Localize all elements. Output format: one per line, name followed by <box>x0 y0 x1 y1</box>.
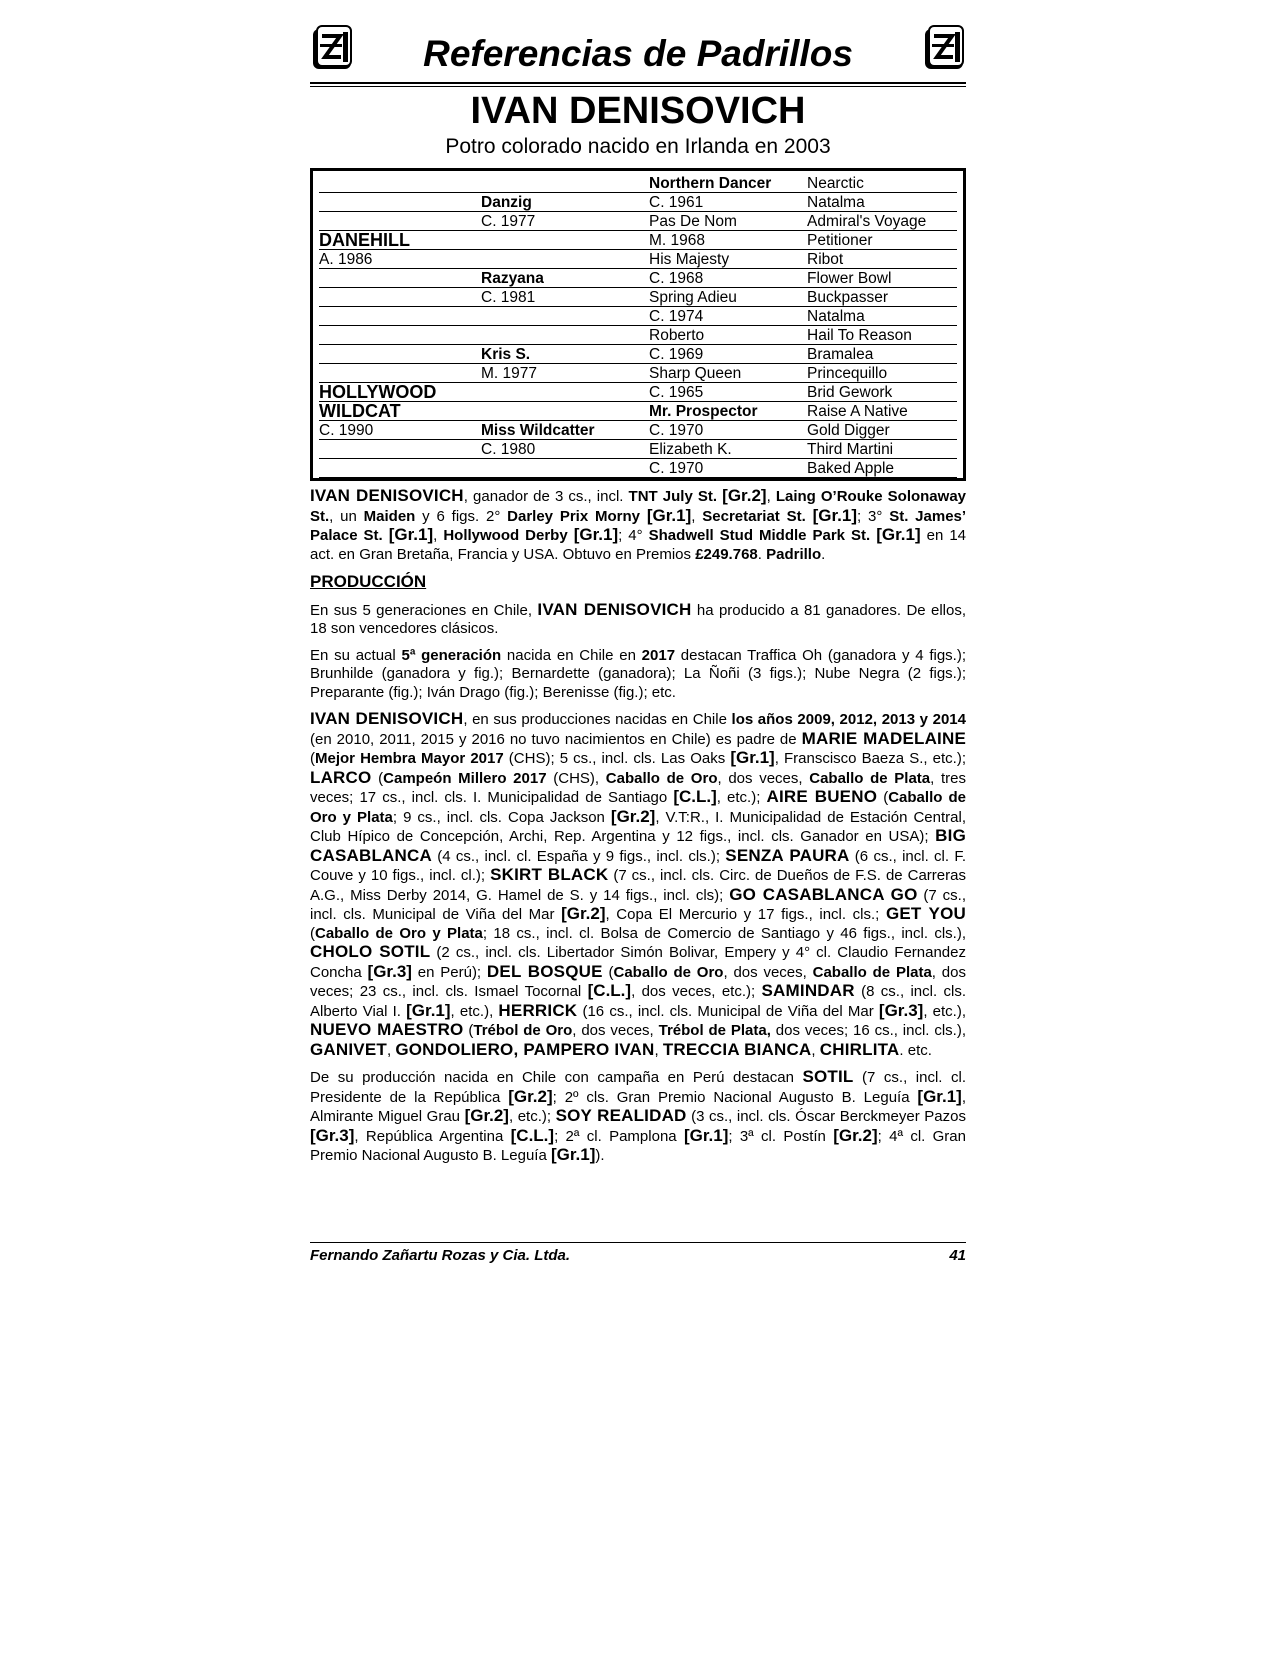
pedigree-cell: Admiral's Voyage <box>807 212 957 231</box>
pedigree-cell: Razyana <box>481 269 649 288</box>
pedigree-cell: C. 1969 <box>649 345 807 364</box>
pedigree-cell <box>319 345 481 364</box>
pedigree-cell: Ribot <box>807 250 957 269</box>
pedigree-cell: Mr. Prospector <box>649 402 807 421</box>
pedigree-cell <box>319 212 481 231</box>
pedigree-cell: Elizabeth K. <box>649 440 807 459</box>
zanartu-logo-icon <box>922 24 966 72</box>
pedigree-cell: Flower Bowl <box>807 269 957 288</box>
pedigree-cell: C. 1961 <box>649 193 807 212</box>
pedigree-row <box>319 440 957 459</box>
pedigree-cell: C. 1990 <box>319 421 481 440</box>
pedigree-row <box>319 421 957 440</box>
pedigree-cell <box>481 459 649 478</box>
section-title-produccion: PRODUCCIÓN <box>310 572 427 591</box>
pedigree-cell: Gold Digger <box>807 421 957 440</box>
pedigree-cell: Third Martini <box>807 440 957 459</box>
pedigree-cell: Pas De Nom <box>649 212 807 231</box>
pedigree-cell: Princequillo <box>807 364 957 383</box>
pedigree-row <box>319 402 957 421</box>
pedigree-cell: C. 1974 <box>649 307 807 326</box>
page-header <box>310 22 966 80</box>
pedigree-row <box>319 459 957 478</box>
pedigree-row <box>319 174 957 193</box>
pedigree-cell: C. 1980 <box>481 440 649 459</box>
pedigree-cell <box>319 193 481 212</box>
header-rule <box>310 82 966 87</box>
pedigree-cell: Bramalea <box>807 345 957 364</box>
pedigree-cell: Hail To Reason <box>807 326 957 345</box>
pedigree-cell: Nearctic <box>807 174 957 193</box>
pedigree-cell: C. 1981 <box>481 288 649 307</box>
peru-production-paragraph: De su producción nacida en Chile con campaña en Perú destacan SOTIL (7 cs., incl. cl. Presidente de la República [Gr.2]; 2º cls. Gran Premio Nacional Augusto B. Leguía [Gr.1], Almirante Miguel Grau [Gr.2], etc.); SOY REALIDAD (3 cs., incl. cls. Óscar Berckmeyer Pazos [Gr.3], República Argentina [C.L.]; 2ª cl. Pamplona [Gr.1]; 3ª cl. Postín [Gr.2]; 4ª cl. Gran Premio Nacional Augusto B. Leguía [Gr.1]). <box>310 1067 966 1164</box>
pedigree-cell: C. 1977 <box>481 212 649 231</box>
generations-paragraph: En sus 5 generaciones en Chile, IVAN DENISOVICH ha producido a 81 ganadores. De ellos, 18 son vencedores clásicos. <box>310 599 967 637</box>
pedigree-cell: Brid Gework <box>807 383 957 402</box>
pedigree-cell: HOLLYWOOD <box>319 383 481 402</box>
pedigree-cell: Kris S. <box>481 345 649 364</box>
pedigree-cell: Northern Dancer <box>649 174 807 193</box>
pedigree-cell: M. 1977 <box>481 364 649 383</box>
pedigree-cell: His Majesty <box>649 250 807 269</box>
pedigree-row <box>319 345 957 364</box>
pedigree-cell <box>481 231 649 250</box>
pedigree-cell: C. 1968 <box>649 269 807 288</box>
pedigree-cell <box>319 440 481 459</box>
pedigree-row <box>319 212 957 231</box>
pedigree-cell: Baked Apple <box>807 459 957 478</box>
pedigree-cell <box>481 250 649 269</box>
pedigree-row <box>319 231 957 250</box>
pedigree-cell <box>319 174 481 193</box>
pedigree-row <box>319 383 957 402</box>
pedigree-cell: Petitioner <box>807 231 957 250</box>
pedigree-cell <box>319 364 481 383</box>
chile-production-paragraph: IVAN DENISOVICH, en sus producciones nacidas en Chile los años 2009, 2012, 2013 y 2014 (en 2010, 2011, 2015 y 2016 no tuvo nacimientos en Chile) es padre de MARIE MADELAINE (Mejor Hembra Mayor 2017 (CHS); 5 cs., incl. cls. Las Oaks [Gr.1], Franscisco Baeza S., etc.); LARCO (Campeón Millero 2017 (CHS), Caballo de Oro, dos veces, Caballo de Plata, tres veces; 17 cs., incl. cls. I. Municipalidad de Santiago [C.L.], etc.); AIRE BUENO (Caballo de Oro y Plata; 9 cs., incl. cls. Copa Jackson [Gr.2], V.T:R., I. Municipalidad de Estación Central, Club Hípico de Concepción, Archi, Rep. Argentina y 12 figs., incl. cls. Ganador en USA); BIG CASABLANCA (4 cs., incl. cl. España y 9 figs., incl. cls.); SENZA PAURA (6 cs., incl. cl. F. Couve y 10 figs., incl. cl.); SKIRT BLACK (7 cs., incl. cls. Circ. de Dueños de F.S. de Carreras A.G., Miss Derby 2014, G. Hamel de S. y 14 figs., incl. cls); GO CASABLANCA GO (7 cs., incl. cls. Municipal de Viña del Mar [Gr.2], Copa El Mercurio y 17 figs., incl. cls.; GET YOU (Caballo de Oro y Plata; 18 cs., incl. cl. Bolsa de Comercio de Santiago y 46 figs., incl. cls.), CHOLO SOTIL (2 cs., incl. cls. Libertador Simón Bolivar, Empery y 4° cl. Claudio Fernandez Concha [Gr.3] en Perú); DEL BOSQUE (Caballo de Oro, dos veces, Caballo de Plata, dos veces; 23 cs., incl. cls. Ismael Tocornal [C.L.], dos veces, etc.); SAMINDAR (8 cs., incl. cls. Alberto Vial I. [Gr.1], etc.), HERRICK (16 cs., incl. cls. Municipal de Viña del Mar [Gr.3], etc.), NUEVO MAESTRO (Trébol de Oro, dos veces, Trébol de Plata, dos veces; 16 cs., incl. cls.), GANIVET, GONDOLIERO, PAMPERO IVAN, TRECCIA BIANCA, CHIRLITA. etc. <box>310 709 967 1059</box>
pedigree-cell: WILDCAT <box>319 402 481 421</box>
horse-name: IVAN DENISOVICH <box>470 90 806 132</box>
document-title: Referencias de Padrillos <box>423 33 853 74</box>
pedigree-cell: A. 1986 <box>319 250 481 269</box>
pedigree-cell: Sharp Queen <box>649 364 807 383</box>
page <box>310 22 966 1174</box>
pedigree-table <box>310 168 966 481</box>
pedigree-row <box>319 250 957 269</box>
pedigree-row <box>319 326 957 345</box>
footer-company: Fernando Zañartu Rozas y Cia. Ltda. <box>310 1247 571 1264</box>
pedigree-cell <box>319 326 481 345</box>
pedigree-cell <box>319 307 481 326</box>
pedigree-row <box>319 364 957 383</box>
page-number: 41 <box>949 1247 966 1264</box>
pedigree-cell <box>481 383 649 402</box>
pedigree-cell <box>319 269 481 288</box>
pedigree-row <box>319 288 957 307</box>
pedigree-cell: C. 1965 <box>649 383 807 402</box>
body-text <box>310 487 966 1166</box>
pedigree-row <box>319 269 957 288</box>
pedigree-cell: C. 1970 <box>649 459 807 478</box>
pedigree-row <box>319 307 957 326</box>
pedigree-cell: Natalma <box>807 307 957 326</box>
pedigree-cell: Danzig <box>481 193 649 212</box>
pedigree-cell <box>319 288 481 307</box>
pedigree-cell <box>481 307 649 326</box>
pedigree-cell <box>481 174 649 193</box>
pedigree-cell: Spring Adieu <box>649 288 807 307</box>
pedigree-cell: C. 1970 <box>649 421 807 440</box>
pedigree-cell: Miss Wildcatter <box>481 421 649 440</box>
horse-subtitle: Potro colorado nacido en Irlanda en 2003 <box>445 135 831 158</box>
current-generation-paragraph: En su actual 5ª generación nacida en Chile en 2017 destacan Traffica Oh (ganadora y 4 figs.); Brunhilde (ganadora y fig.); Bernardette (ganadora); La Ñoñi (3 figs.); Nube Negra (2 figs.); Preparante (fig.); Iván Drago (fig.); Berenisse (fig.); etc. <box>310 646 967 701</box>
pedigree-cell: M. 1968 <box>649 231 807 250</box>
pedigree-row <box>319 193 957 212</box>
pedigree-cell: DANEHILL <box>319 231 481 250</box>
pedigree-cell: Buckpasser <box>807 288 957 307</box>
page-footer <box>310 1242 966 1267</box>
pedigree-cell: Roberto <box>649 326 807 345</box>
racing-record-paragraph: IVAN DENISOVICH, ganador de 3 cs., incl. TNT July St. [Gr.2], Laing O’Rouke Solonaway St., un Maiden y 6 figs. 2° Darley Prix Morny [Gr.1], Secretariat St. [Gr.1]; 3° St. James’ Palace St. [Gr.1], Hollywood Derby [Gr.1]; 4° Shadwell Stud Middle Park St. [Gr.1] en 14 act. en Gran Bretaña, Francia y USA. Obtuvo en Premios £249.768. Padrillo. <box>310 486 967 563</box>
pedigree-cell <box>481 326 649 345</box>
pedigree-cell <box>481 402 649 421</box>
pedigree-cell <box>319 459 481 478</box>
pedigree-cell: Raise A Native <box>807 402 957 421</box>
pedigree-cell: Natalma <box>807 193 957 212</box>
